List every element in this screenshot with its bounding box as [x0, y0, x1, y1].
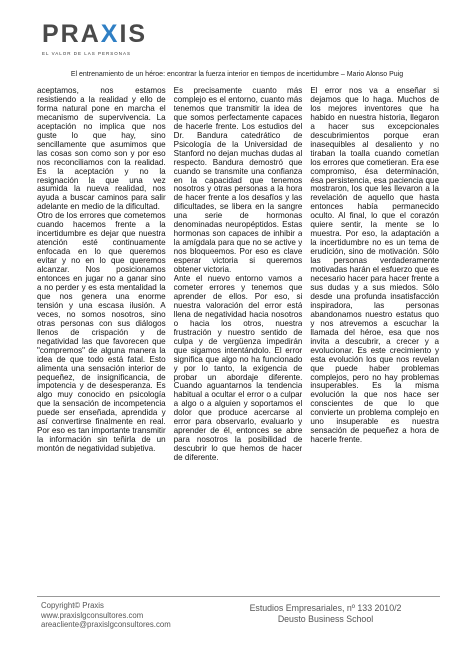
praxis-logo [42, 22, 147, 56]
footer-publication [218, 603, 433, 625]
column-3 [310, 87, 439, 583]
paragraph: aceptamos, nos estamos resistiendo a la realidad y ello de forma natural pone en marcha el mecanismo de supervivencia. La aceptación no implica que nos guste lo que hay, sino sencillamente que asumimos que las cosas son como son y por eso nos reconciliamos con la realidad. Es la aceptación y no la resignación la que una vez asumida la nueva realidad, nos ayuda a buscar caminos para salir adelante en medio de la dificultad. [37, 87, 166, 212]
article-body [37, 87, 439, 583]
column-1 [37, 87, 166, 583]
logo-text-post: IS [119, 20, 148, 48]
paragraph: Es precisamente cuanto más complejo es el entorno, cuanto más tenemos que transmitir la idea de que somos perfectamente capaces de hacerle frente. Los estudios del Dr. Bandura catedrático de Psicología de la Universidad de Stanford no dejan muchas dudas al respecto. Bandura demostró que cuando se transmite una confianza en la capacidad que tenemos nosotros y otras personas a la hora de hacer frente a los desafíos y las dificultades, se libera en la sangre una serie de hormonas denominadas neuropéptidos. Estas hormonas son capaces de inhibir a la amígdala para que no se active y nos bloqueemos. Por eso es clave esperar victoria si queremos obtener victoria. [173, 87, 303, 275]
logo-text-accent: X [100, 20, 120, 48]
publication-school: Deusto Business School [277, 614, 374, 624]
logo-wordmark [42, 22, 147, 47]
paragraph: Otro de los errores que cometemos cuando hacemos frente a la incertidumbre es dejar que nuestra atención esté continuamente enfocada en lo que queremos evitar y no en lo que queremos alcanzar. Nos posicionamos entonces en jugar no a ganar sino a no perder y es esta mentalidad la que nos genera una enorme tensión y una escasa ilusión. A veces, no somos nosotros, sino otras personas con sus diálogos llenos de crispación y de negatividad las que favorecen que "compremos" de alguna manera la idea de que todo está fatal. Esto alimenta una sensación interior de pequeñez, de insignificancia, de impotencia y de desesperanza. Es algo muy conocido en psicología que la sensación de incompetencia puede ser enseñada, aprendida y así convertirse finalmente en real. Por eso es tan importante transmitir la información sin teñirla de un montón de negatividad subjetiva. [37, 211, 166, 454]
paragraph: Ante el nuevo entorno vamos a cometer errores y tenemos que aprender de ellos. Por eso, si nuestra valoración del error está llena de negatividad hacia nosotros o hacia los otros, nuestra frustración y nuestro sentido de culpa y de vergüenza impedirán que sigamos intentándolo. El error significa que algo no ha funcionado y por lo tanto, la exigencia de probar un abordaje diferente. Cuando aguantarnos la tendencia habitual a ocultar el error o a culpar a algo o a alguien y soportamos el dolor que produce acercarse al error para observarlo, evaluarlo y aprender de él, entonces se abre para nosotros la posibilidad de descubrir lo que hemos de hacer de diferente. [173, 274, 303, 463]
logo-tagline: EL VALOR DE LAS PERSONAS [42, 51, 132, 56]
copyright-text: Copyright© Praxis [41, 601, 104, 610]
article-subtitle: El entrenamiento de un héroe: encontrar la fuerza interior en tiempos de incertidumbre – Mario Alonso Puig [70, 71, 404, 78]
website-link[interactable]: www.praxislgconsultores.com [41, 610, 144, 620]
logo-text-pre: PRA [42, 20, 101, 48]
publication-title: Estudios Empresariales, nº 133 2010/2 [249, 603, 402, 613]
column-2 [174, 87, 303, 583]
footer-divider [37, 596, 440, 597]
footer-contact [41, 601, 171, 630]
email-link[interactable]: areacliente@praxislgconsultores.com [41, 620, 171, 630]
paragraph: El error nos va a enseñar si dejamos que lo haga. Muchos de los mejores inventores que ha habido en nuestra historia, llegaron a hacer sus excepcionales descubrimientos porque eran inasequibles al desaliento y no tiraban la toalla cuando cometían los errores que cometieran. Era ese compromiso, ésa determinación, ésa persistencia, esa paciencia que mostraron, los que les llevaron a la revelación de aquello que hasta entonces había permanecido oculto. Al final, lo que el corazón quiere sentir, la mente se lo muestra. Por eso, la adaptación a la incertidumbre no es un tema de erudición, sino de motivación. Sólo las personas verdaderamente motivadas harán el esfuerzo que es necesario hacer para hacer frente a sus dudas y a sus miedos. Sólo desde una profunda insatisfacción inspiradora, las personas abandonamos nuestro estatus quo y nos atrevemos a escuchar la llamada del héroe, esa que nos invita a descubrir, a crecer y a evolucionar. Es este crecimiento y esta evolución los que nos revelan que puede haber problemas complejos, pero no hay problemas insuperables. Es la misma evolución la que nos hace ser conscientes de que lo que convierte un problema complejo en uno insuperable es nuestra sensación de pequeñez a hora de hacerle frente. [310, 87, 440, 445]
